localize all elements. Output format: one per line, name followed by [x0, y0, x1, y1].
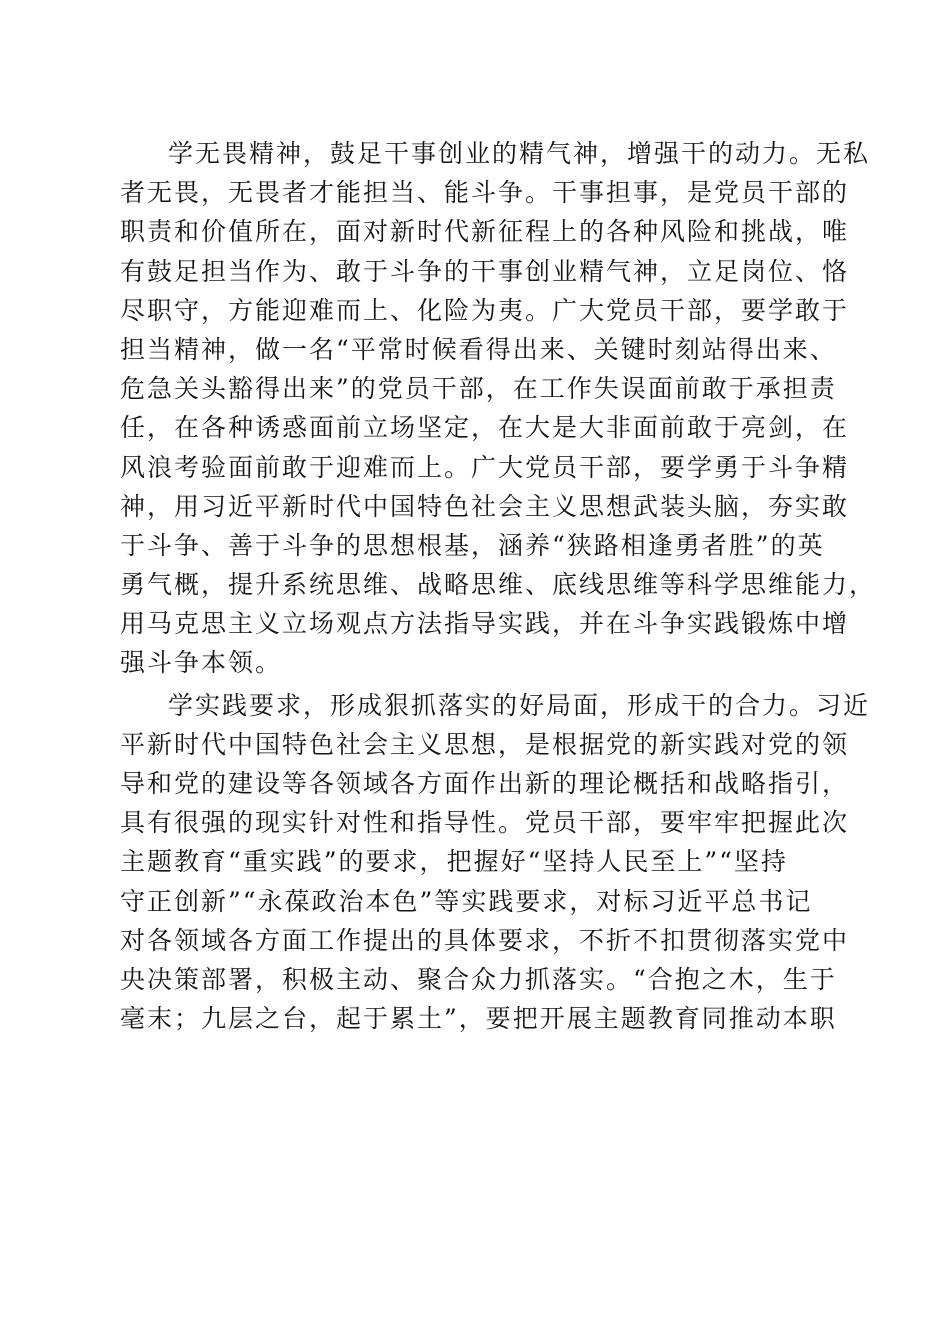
paragraph-line: 强斗争本领。: [120, 648, 283, 678]
paragraph-line: 危急关头豁得出来”的党员干部，在工作失误面前敢于承担责: [120, 374, 837, 404]
paragraph-line: 尽职守，方能迎难而上、化险为夷。广大党员干部，要学敢于: [120, 295, 850, 325]
paragraph-line: 职责和价值所在，面对新时代新征程上的各种风险和挑战，唯: [120, 217, 850, 247]
paragraph-line: 有鼓足担当作为、敢于斗争的干事创业精气神，立足岗位、恪: [120, 256, 850, 286]
paragraph-line: 任，在各种诱惑面前立场坚定，在大是大非面前敢于亮剑，在: [120, 413, 850, 443]
paragraph-line: 央决策部署，积极主动、聚合众力抓落实。“合抱之木，生于: [120, 964, 837, 994]
paragraph-line: 具有很强的现实针对性和指导性。党员干部，要牢牢把握此次: [120, 808, 850, 838]
paragraph-line: 于斗争、善于斗争的思想根基，涵养“狭路相逢勇者胜”的英: [120, 530, 825, 560]
paragraph-line: 者无畏，无畏者才能担当、能斗争。干事担事，是党员干部的: [120, 178, 850, 208]
paragraph-line: 主题教育“重实践”的要求，把握好“坚持人民至上”“坚持: [120, 847, 788, 877]
paragraph-line: 学无畏精神，鼓足干事创业的精气神，增强干的动力。无私: [168, 139, 871, 168]
paragraph-line: 对各领域各方面工作提出的具体要求，不折不扣贯彻落实党中: [120, 925, 850, 955]
paragraph-line: 导和党的建设等各领域各方面作出新的理论概括和战略指引，: [120, 769, 850, 798]
paragraph-line: 守正创新”“永葆政治本色”等实践要求，对标习近平总书记: [120, 886, 813, 916]
paragraph-2: [120, 686, 871, 1039]
paragraph-line: 神，用习近平新时代中国特色社会主义思想武装头脑，夯实敢: [120, 491, 850, 521]
paragraph-line: 担当精神，做一名“平常时候看得出来、关键时刻站得出来、: [120, 334, 837, 364]
paragraph-line: 平新时代中国特色社会主义思想，是根据党的新实践对党的领: [120, 729, 850, 759]
paragraph-1: [120, 134, 877, 683]
document-body: [120, 134, 877, 1038]
paragraph-line: 毫末；九层之台，起于累土”，要把开展主题教育同推动本职: [120, 1004, 837, 1034]
paragraph-line: 用马克思主义立场观点方法指导实践，并在斗争实践锻炼中增: [120, 609, 850, 639]
paragraph-line: 学实践要求，形成狠抓落实的好局面，形成干的合力。习近: [168, 690, 871, 720]
paragraph-line: 风浪考验面前敢于迎难而上。广大党员干部，要学勇于斗争精: [120, 452, 850, 482]
paragraph-line: 勇气概，提升系统思维、战略思维、底线思维等科学思维能力，: [120, 570, 877, 600]
